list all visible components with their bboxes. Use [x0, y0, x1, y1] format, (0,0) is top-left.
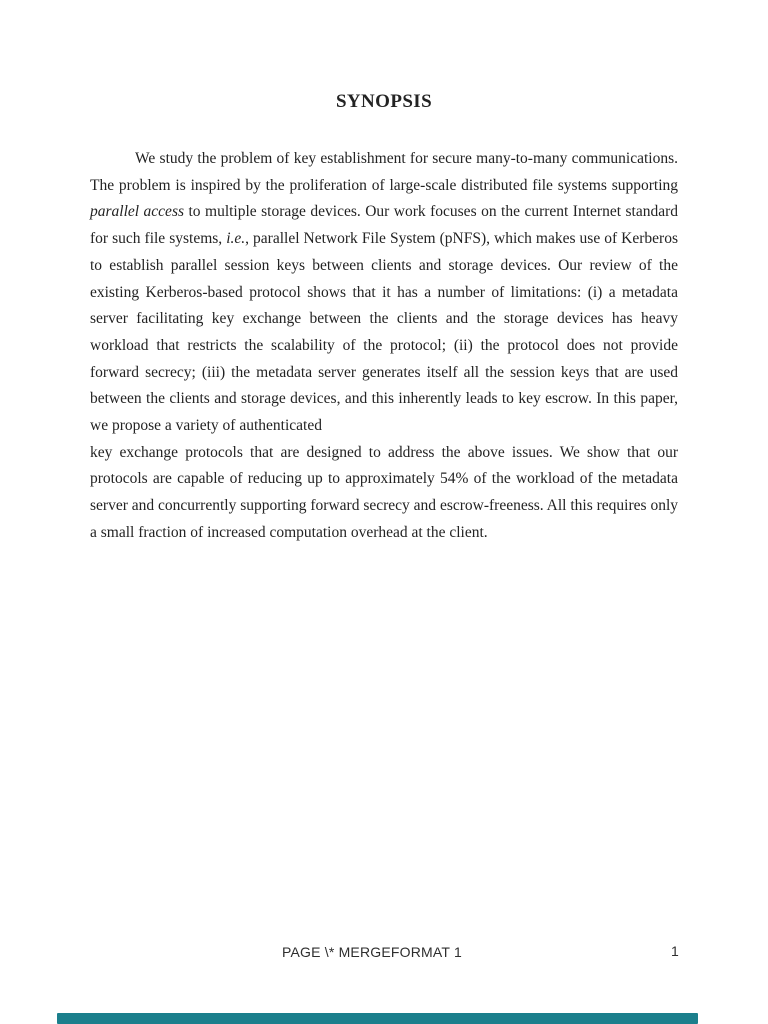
bottom-accent-bar — [57, 1013, 698, 1024]
page-title: SYNOPSIS — [335, 91, 433, 112]
synopsis-paragraph — [90, 146, 678, 440]
text-run: We study the problem of key establishment for secure many-to-many communications. The problem is inspired by the proliferation of large-scale distributed file systems supporting — [90, 150, 678, 194]
synopsis-body — [90, 146, 678, 547]
text-run: to multiple storage devices. Our work focuses on the current Internet standard for such file systems, — [90, 203, 678, 248]
text-run: key exchange protocols that are designed to address the above issues. We show that our protocols are capable of reducing up to approximately 54% of the workload of the metadata server and concurrently supporting forward secrecy and escrow-freeness. All this requires only a small fraction of increased computation overhead at the client. — [90, 443, 678, 541]
page-number: 1 — [671, 943, 679, 959]
italic-text-run: parallel access — [90, 203, 185, 221]
footer-field-code: PAGE \* MERGEFORMAT 1 — [281, 944, 462, 960]
synopsis-paragraph — [90, 440, 678, 547]
italic-text-run: i.e. — [226, 230, 246, 248]
text-run: , parallel Network File System (pNFS), which makes use of Kerberos to establish parallel session keys between clients and storage devices. Our review of the existing Kerberos-based protocol shows that it has a number of limitations: (i) a metadata server facilitating key exchange between the clients and the storage devices has heavy workload that restricts the scalability of the protocol; (ii) the protocol does not provide forward secrecy; (iii) the metadata server generates itself all the session keys that are used between the clients and storage devices, and this inherently leads to key escrow. In this paper, we propose a variety of authenticated — [90, 230, 678, 435]
